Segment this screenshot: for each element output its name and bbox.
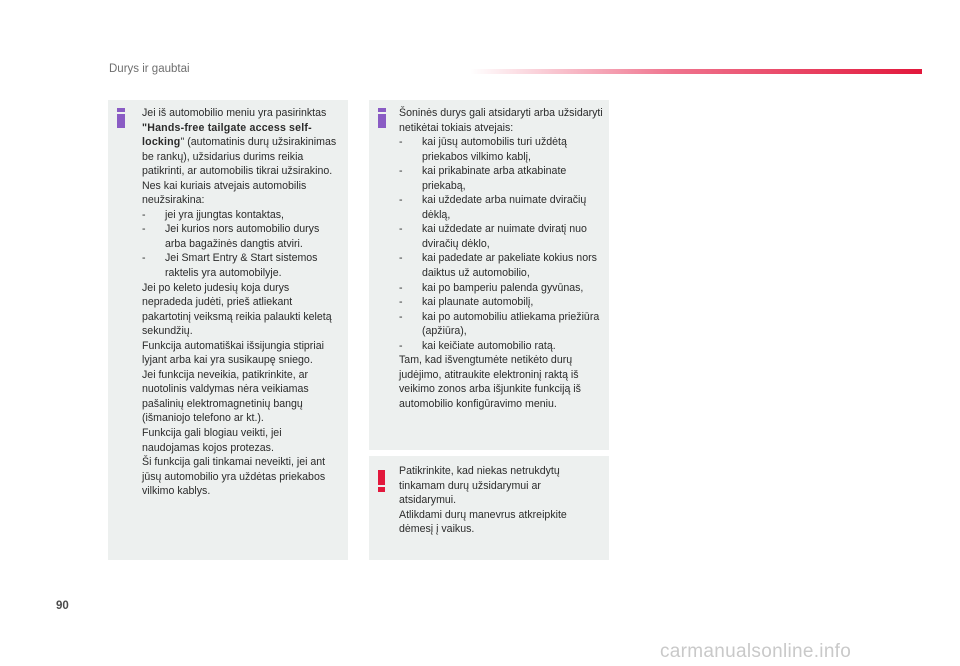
info-icon — [117, 108, 126, 128]
page-number: 90 — [56, 600, 69, 612]
paragraph: Funkcija automatiškai išsijungia stipriai lyjant arba kai yra susikaupę sniego. — [142, 339, 324, 367]
paragraph: Jei po keleto judesių koja durys nepradeda judėti, prieš atliekant pakartotinį veiksmą reikia palaukti keletą sekundžių. — [142, 281, 332, 338]
warning-line: Patikrinkite, kad niekas netrukdytų tinkamam durų užsidarymui ar atsidarymui. — [399, 465, 560, 507]
intro-paragraph: Šoninės durys gali atsidaryti arba užsidaryti netikėtai tokiais atvejais: — [399, 107, 603, 134]
info-box-right-text — [399, 106, 604, 411]
list-item: - jei yra įjungtas kontaktas, — [142, 208, 284, 221]
list-item: - kai prikabinate arba atkabinate priekabą, — [399, 165, 567, 192]
intro-bold-2: self-locking — [142, 121, 312, 149]
intro-pre: Jei iš automobilio meniu yra pasirinktas — [142, 107, 327, 119]
warning-line: Atlikdami durų manevrus atkreipkite dėmesį į vaikus. — [399, 508, 567, 536]
list-item: - kai uždedate arba nuimate dviračių dėklą, — [399, 194, 587, 221]
info-icon — [378, 108, 387, 128]
paragraph: Jei funkcija neveikia, patikrinkite, ar nuotolinis valdymas nėra veikiamas pašalinių elektromagnetinių bangų (išmaniojo telefono ar kt.). — [142, 368, 309, 425]
intro-bold-1: "Hands-free tailgate access — [142, 121, 287, 134]
page-header-title: Durys ir gaubtai — [109, 63, 190, 75]
list-item: - kai po automobiliu atliekama priežiūra (apžiūra), — [399, 310, 600, 338]
intro-post: " (automatinis durų užsirakinimas be rankų), užsidarius durims reikia patikrinti, ar automobilis tikrai užsirakino. — [142, 136, 337, 178]
list-item: - Jei Smart Entry & Start sistemos raktelis yra automobilyje. — [142, 252, 318, 280]
header-accent-bar — [470, 69, 922, 74]
paragraph: Funkcija gali blogiau veikti, jei naudojamas kojos protezas. — [142, 427, 282, 454]
cases-intro: Nes kai kuriais atvejais automobilis neužsirakina: — [142, 179, 307, 207]
paragraph: Ši funkcija gali tinkamai neveikti, jei ant jūsų automobilio yra uždėtas priekabos vilkimo kablys. — [142, 456, 326, 498]
info-box-left-text — [142, 106, 342, 499]
outro-paragraph: Tam, kad išvengtumėte netikėto durų judėjimo, atitraukite elektroninį raktą iš veikimo zonos arba išjunkite funkciją iš automobilio konfigūravimo meniu. — [399, 354, 581, 410]
list-item: - kai po bamperiu palenda gyvūnas, — [399, 281, 584, 294]
watermark: carmanualsonline.info — [660, 641, 852, 662]
list-item: - kai padedate ar pakeliate kokius nors daiktus už automobilio, — [399, 252, 597, 280]
intro-paragraph — [142, 106, 342, 179]
list-item: - Jei kurios nors automobilio durys arba bagažinės dangtis atviri. — [142, 223, 320, 250]
list-item: - kai uždedate ar nuimate dviratį nuo dviračių dėklo, — [399, 223, 587, 250]
list-item: - kai plaunate automobilį, — [399, 296, 534, 309]
warning-box-text — [399, 464, 599, 537]
list-item: - kai keičiate automobilio ratą. — [399, 339, 556, 352]
warning-icon — [377, 470, 387, 492]
list-item: - kai jūsų automobilis turi uždėtą priekabos vilkimo kablį, — [399, 136, 567, 163]
